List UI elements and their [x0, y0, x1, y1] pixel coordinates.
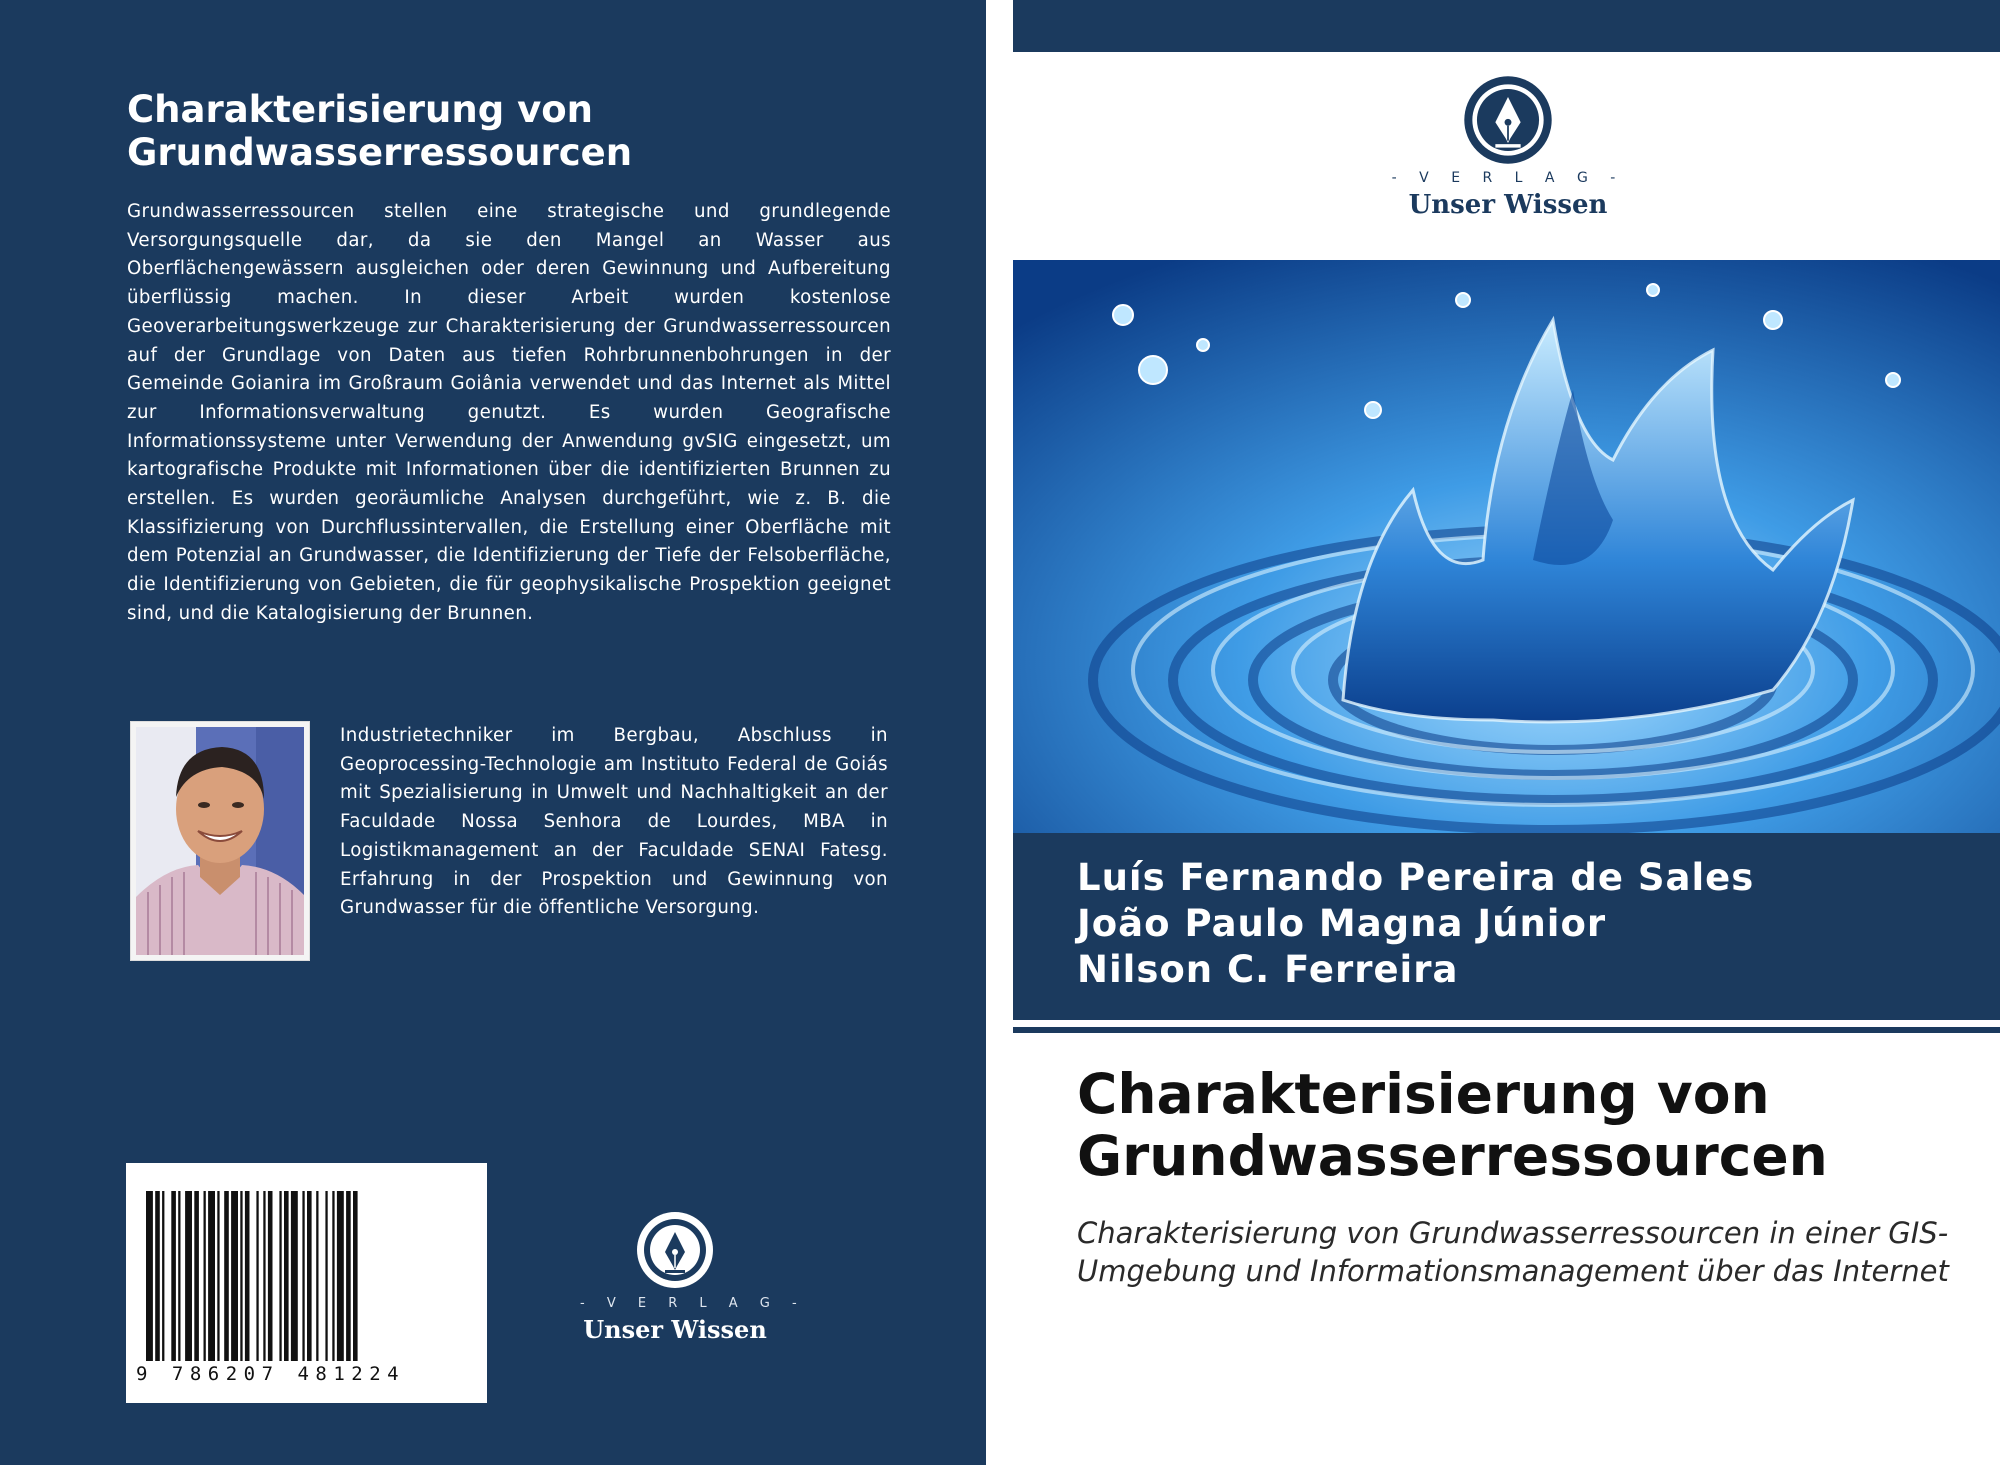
isbn-digits: 9 786207 481224: [136, 1363, 406, 1385]
barcode-bar: [231, 1191, 238, 1361]
back-logo-verlag: - V E R L A G -: [580, 1296, 806, 1311]
barcode-bar: [171, 1191, 176, 1361]
fountain-pen-nib-icon: [1462, 74, 1554, 166]
front-publisher-logo: [1363, 74, 1653, 220]
spine: [986, 0, 1013, 1465]
barcode-bar: [337, 1191, 344, 1361]
divider: [1013, 1027, 2000, 1033]
barcode-bar: [279, 1191, 281, 1361]
barcode-bar: [302, 1191, 304, 1361]
barcode-bar: [208, 1191, 215, 1361]
front-title-line1: Charakterisierung von: [1077, 1062, 1770, 1126]
barcode-bar: [256, 1191, 258, 1361]
barcode-bar: [245, 1191, 250, 1361]
barcode-bar: [178, 1191, 180, 1361]
authors-list: [1077, 855, 1754, 993]
barcode-bar: [316, 1191, 318, 1361]
barcode-bar: [240, 1191, 242, 1361]
barcode-bar: [307, 1191, 312, 1361]
front-cover: [1013, 0, 2000, 1465]
barcode-bar: [204, 1191, 206, 1361]
book-blurb: Grundwasserressourcen stellen eine strategische und grundlegende Versorgungsquelle dar, da sie den Mangel an Wasser aus Oberflächengewässern ausgleichen oder deren Gewinnung und Aufbereitung überflüssig machen. In dieser Arbeit wurden kostenlose Geoverarbeitungswerkzeuge zur Charakterisierung der Grundwasserressourcen auf der Grundlage von Daten aus tiefen Rohrbrunnenbohrungen in der Gemeinde Goianira im Großraum Goiânia verwendet und das Internet als Mittel zur Informationsverwaltung genutzt. Es wurden Geografische Informationssysteme unter Verwendung der Anwendung gvSIG eingesetzt, um kartografische Produkte mit Informationen über die identifizierten Brunnen zu erstellen. Es wurden georäumliche Analysen durchgeführt, wie z. B. die Klassifizierung von Durchflussintervallen, die Erstellung einer Oberfläche mit dem Potenzial an Grundwasser, die Identifizierung der Tiefe der Felsoberfläche, die Identifizierung von Gebieten, die für geophysikalische Prospektion geeignet sind, und die Katalogisierung der Brunnen.: [127, 201, 891, 624]
front-cover-title: [1077, 1063, 1977, 1187]
front-cover-subtitle: Charakterisierung von Grundwasserressourcen in einer GIS-Umgebung und Informationsmanagement über das Internet: [1077, 1216, 1949, 1288]
barcode-bar: [155, 1191, 160, 1361]
barcode-bar: [263, 1191, 265, 1361]
barcode-bar: [162, 1191, 164, 1361]
author-name: Nilson C. Ferreira: [1077, 948, 1459, 991]
author-portrait-image: [136, 727, 304, 955]
back-cover: [0, 0, 986, 1465]
barcode-bar: [146, 1191, 153, 1361]
barcode-bar: [325, 1191, 327, 1361]
back-logo-name: Unser Wissen: [583, 1315, 767, 1344]
front-logo-verlag: - V E R L A G -: [1391, 170, 1625, 186]
back-title-line2: Grundwasserressourcen: [127, 131, 633, 174]
barcode-bar: [284, 1191, 289, 1361]
author-photo: [130, 721, 310, 961]
back-cover-title: [127, 88, 887, 174]
barcode-bar: [346, 1191, 351, 1361]
barcode-bar: [268, 1191, 273, 1361]
barcode-bar: [353, 1191, 358, 1361]
back-title-line1: Charakterisierung von: [127, 88, 593, 131]
water-splash-image: [1013, 260, 2000, 833]
author-name: Luís Fernando Pereira de Sales: [1077, 856, 1755, 899]
isbn-barcode: [126, 1163, 487, 1403]
authors-band: [1013, 833, 2000, 1020]
barcode-bar: [291, 1191, 298, 1361]
barcode-icon: [146, 1191, 466, 1371]
fountain-pen-nib-icon: [635, 1210, 715, 1290]
barcode-bar: [332, 1191, 334, 1361]
author-name: João Paulo Magna Júnior: [1077, 902, 1607, 945]
front-top-band: [1013, 0, 2000, 52]
front-title-line2: Grundwasserressourcen: [1077, 1124, 1828, 1188]
barcode-bar: [194, 1191, 199, 1361]
barcode-bar: [224, 1191, 229, 1361]
back-publisher-logo: [580, 1210, 806, 1344]
barcode-bar: [217, 1191, 219, 1361]
front-logo-name: Unser Wissen: [1408, 190, 1608, 220]
barcode-bar: [185, 1191, 192, 1361]
author-bio: Industrietechniker im Bergbau, Abschluss in Geoprocessing-Technologie am Instituto Federal de Goiás mit Spezialisierung in Umwelt und Nachhaltigkeit an der Faculdade Nossa Senhora de Lourdes, MBA in Logistikmanagement an der Faculdade SENAI Fatesg. Erfahrung in der Prospektion und Gewinnung von Grundwasser für die öffentliche Versorgung.: [340, 725, 888, 919]
